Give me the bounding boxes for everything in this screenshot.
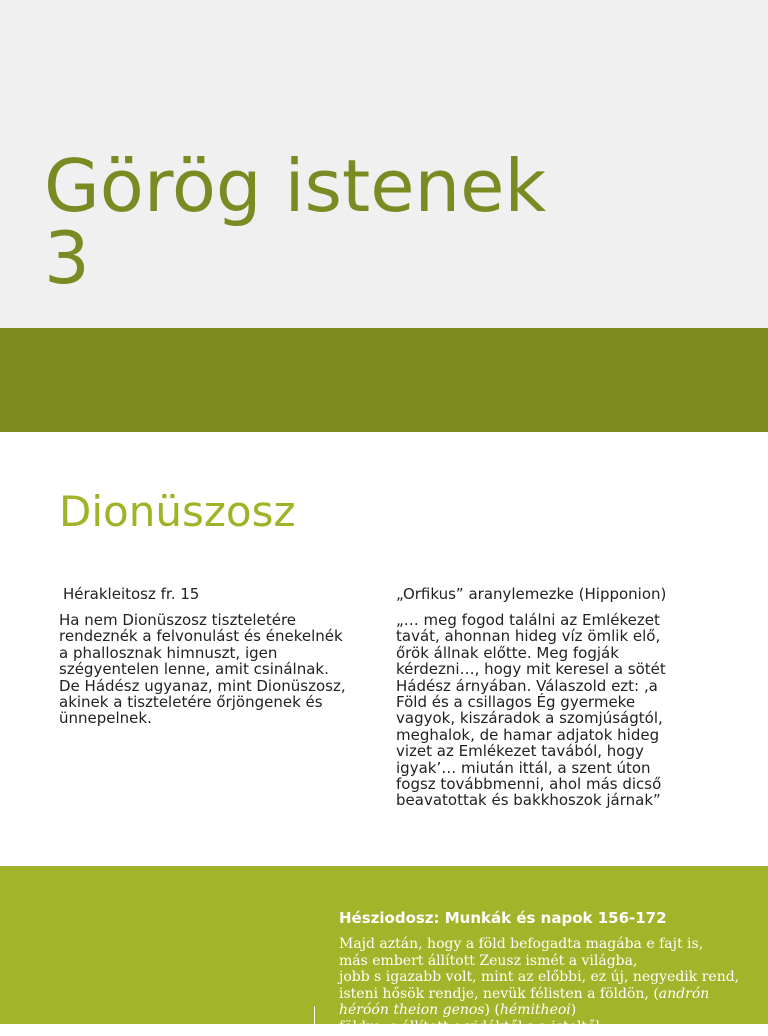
slide-title-line-2: 3 bbox=[44, 216, 90, 300]
right-column-quote bbox=[396, 612, 696, 809]
verse-text: isteni hősök rendje, nevük félisten a földön, ( bbox=[339, 985, 659, 1002]
slide-title bbox=[44, 144, 644, 300]
verse-line bbox=[339, 1002, 759, 1019]
hesiod-heading: Hésziodosz: Munkák és napok 156-172 bbox=[339, 909, 667, 927]
quote-line: Ha nem Dionüszosz tiszteletére bbox=[59, 611, 297, 629]
verse-line: Majd aztán, hogy a föld befogadta magába e fajt is, bbox=[339, 936, 704, 952]
quote-line: Föld és a csillagos Ég gyermeke bbox=[396, 693, 636, 712]
quote-line: vizet az Emlékezet tavából, hogy bbox=[396, 742, 644, 761]
section-heading: Dionüszosz bbox=[59, 487, 296, 536]
quote-line: őrök állnak előtte. Meg fogják bbox=[396, 643, 619, 662]
quote-line: „… meg fogod találni az Emlékezet bbox=[396, 611, 660, 629]
verse-line bbox=[339, 986, 759, 1003]
verse-line: földre, s állított e vidéktől s a isteltől... bbox=[339, 1018, 614, 1035]
quote-line: akinek a tiszteletére őrjöngenek és bbox=[59, 693, 323, 712]
title-section bbox=[0, 0, 768, 328]
divider-band bbox=[0, 328, 768, 432]
vertical-rule bbox=[314, 1006, 315, 1024]
slide-title-line-1: Görög istenek bbox=[44, 144, 547, 228]
quote-line: fogsz továbbmenni, ahol más dicső bbox=[396, 775, 662, 794]
verse-line: más embert állított Zeusz ismét a világba, bbox=[339, 952, 638, 969]
quote-line: ünnepelnek. bbox=[59, 709, 152, 728]
left-column-heading: Hérakleitosz fr. 15 bbox=[63, 585, 200, 603]
quote-line: beavatottak és bakkhoszok járnak” bbox=[396, 791, 661, 810]
quote-line: szégyentelen lenne, amit csinálnak. bbox=[59, 660, 329, 679]
verse-line: jobb s igazabb volt, mint az előbbi, ez új, negyedik rend, bbox=[339, 969, 740, 986]
hesiod-section bbox=[0, 866, 768, 1035]
quote-line: a phallosznak himnuszt, igen bbox=[59, 643, 278, 662]
left-column-quote bbox=[59, 612, 379, 727]
quote-line: De Hádész ugyanaz, mint Dionüszosz, bbox=[59, 676, 346, 695]
right-column-heading: „Orfikus” aranylemezke (Hipponion) bbox=[396, 585, 667, 603]
verse-text: ) bbox=[570, 1002, 577, 1019]
quote-line: kérdezni…, hogy mit keresel a sötét bbox=[396, 660, 666, 679]
greek-term: héróón theion genos bbox=[339, 1002, 485, 1019]
quote-line: igyak’… miután ittál, a szent úton bbox=[396, 758, 651, 777]
hesiod-verse bbox=[339, 936, 759, 1036]
greek-term: hémitheoi bbox=[499, 1002, 571, 1019]
quote-line: rendeznék a felvonulást és énekelnék bbox=[59, 627, 343, 646]
greek-term: andrón bbox=[658, 985, 710, 1002]
quote-line: Hádész árnyában. Válaszold ezt: ‚a bbox=[396, 676, 658, 695]
verse-text: ) ( bbox=[484, 1002, 500, 1019]
quote-line: meghalok, de hamar adjatok hideg bbox=[396, 725, 660, 744]
quote-line: tavát, ahonnan hideg víz ömlik elő, bbox=[396, 627, 661, 646]
quote-line: vagyok, kiszáradok a szomjúságtól, bbox=[396, 709, 663, 728]
